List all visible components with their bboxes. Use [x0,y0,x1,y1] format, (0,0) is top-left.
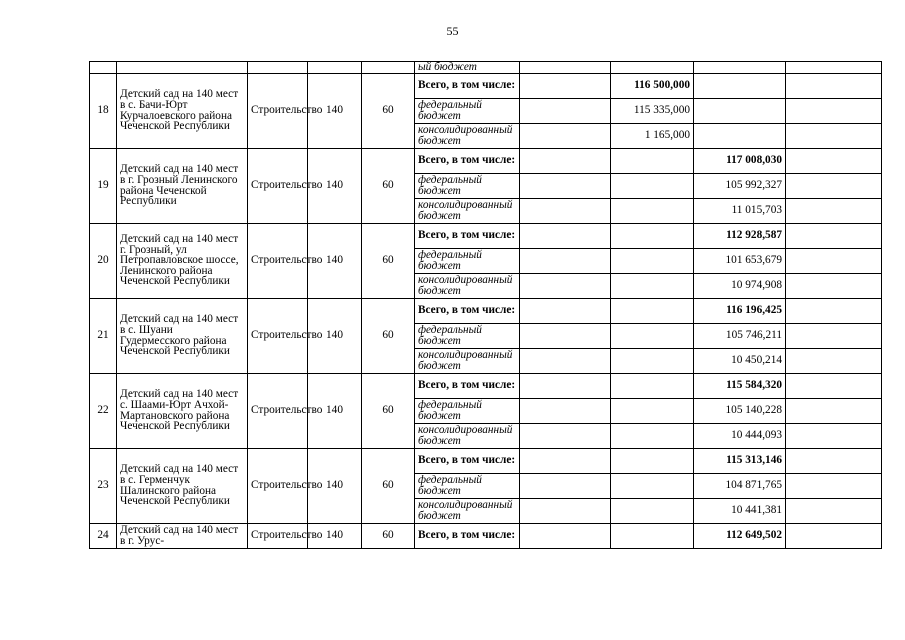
empty-cell [520,373,611,398]
funding-source: федеральный бюджет [415,473,520,498]
empty-cell [786,473,882,498]
empty-cell [786,373,882,398]
amount-cell: 105 992,327 [694,173,786,198]
empty-cell [520,223,611,248]
empty-cell [786,73,882,98]
empty-cell [117,62,248,74]
work-type: Строительство [248,148,308,223]
funding-source: Всего, в том числе: [415,373,520,398]
empty-cell [786,523,882,548]
amount-cell: 10 444,093 [694,423,786,448]
funding-source: Всего, в том числе: [415,448,520,473]
funding-source: Всего, в том числе: [415,298,520,323]
amount-cell: 104 871,765 [694,473,786,498]
capacity-places: 140 [308,448,362,523]
funding-source: федеральный бюджет [415,248,520,273]
amount-cell [694,123,786,148]
table-row [90,62,882,74]
empty-cell [786,498,882,523]
amount-cell [611,248,694,273]
amount-cell [611,373,694,398]
row-number: 24 [90,523,117,548]
empty-cell [786,423,882,448]
empty-cell [611,62,694,74]
funding-source: консолидированный бюджет [415,198,520,223]
page-number: 55 [446,24,459,38]
empty-cell [786,348,882,373]
amount-cell [611,523,694,548]
amount-cell [611,223,694,248]
funding-source: Всего, в том числе: [415,148,520,173]
amount-cell [694,98,786,123]
funding-source: консолидированный бюджет [415,498,520,523]
funding-source: Всего, в том числе: [415,223,520,248]
work-type: Строительство [248,73,308,148]
empty-cell [786,198,882,223]
empty-cell [308,62,362,74]
amount-cell: 11 015,703 [694,198,786,223]
empty-cell [520,173,611,198]
empty-cell [786,173,882,198]
object-name: Детский сад на 140 мест в с. Герменчук Шалинского района Чеченской Республики [117,448,248,523]
table-row [90,373,882,398]
empty-cell [520,473,611,498]
amount-cell: 10 450,214 [694,348,786,373]
funding-source: консолидированный бюджет [415,123,520,148]
funding-source: федеральный бюджет [415,98,520,123]
amount-cell: 116 500,000 [611,73,694,98]
empty-cell [520,198,611,223]
capacity-places: 140 [308,373,362,448]
amount-cell [611,298,694,323]
amount-cell: 117 008,030 [694,148,786,173]
amount-cell: 112 649,502 [694,523,786,548]
row-number: 18 [90,73,117,148]
amount-cell: 115 335,000 [611,98,694,123]
empty-cell [520,62,611,74]
empty-cell [362,62,415,74]
amount-cell: 105 746,211 [694,323,786,348]
table-row [90,523,882,548]
empty-cell [786,273,882,298]
amount-cell [611,423,694,448]
empty-cell [786,323,882,348]
empty-cell [520,298,611,323]
capacity-places: 140 [308,523,362,548]
capacity-value: 60 [362,73,415,148]
amount-cell: 10 441,381 [694,498,786,523]
amount-cell: 105 140,228 [694,398,786,423]
funding-source: Всего, в том числе: [415,523,520,548]
table-row [90,298,882,323]
work-type: Строительство [248,373,308,448]
row-number: 19 [90,148,117,223]
empty-cell [520,498,611,523]
work-type: Строительство [248,223,308,298]
empty-cell [520,348,611,373]
row-number: 21 [90,298,117,373]
funding-source: федеральный бюджет [415,398,520,423]
object-name: Детский сад на 140 мест в г. Урус- [117,523,248,548]
work-type: Строительство [248,448,308,523]
empty-cell [520,98,611,123]
row-number: 23 [90,448,117,523]
funding-source: консолидированный бюджет [415,273,520,298]
empty-cell [90,62,117,74]
table-row [90,448,882,473]
empty-cell [786,223,882,248]
object-name: Детский сад на 140 мест в с. Шуани Гудермесского района Чеченской Республики [117,298,248,373]
budget-table [89,61,882,549]
object-name: Детский сад на 140 мест г. Грозный, ул Петропавловское шоссе, Ленинского района Чеченской Республики [117,223,248,298]
empty-cell [694,62,786,74]
empty-cell [520,323,611,348]
table-row [90,223,882,248]
empty-cell [520,148,611,173]
amount-cell [611,498,694,523]
funding-source: Всего, в том числе: [415,73,520,98]
empty-cell [520,273,611,298]
empty-cell [786,62,882,74]
empty-cell [786,98,882,123]
empty-cell [786,398,882,423]
capacity-places: 140 [308,223,362,298]
capacity-value: 60 [362,298,415,373]
amount-cell [611,473,694,498]
object-name: Детский сад на 140 мест с. Шаами-Юрт Ачхой-Мартановского района Чеченской Республики [117,373,248,448]
amount-cell: 116 196,425 [694,298,786,323]
empty-cell [786,148,882,173]
amount-cell [611,323,694,348]
amount-cell [611,448,694,473]
funding-source: федеральный бюджет [415,173,520,198]
table-row [90,73,882,98]
object-name: Детский сад на 140 мест в г. Грозный Ленинского района Чеченской Республики [117,148,248,223]
empty-cell [520,248,611,273]
capacity-value: 60 [362,223,415,298]
capacity-places: 140 [308,148,362,223]
empty-cell [786,298,882,323]
empty-cell [520,73,611,98]
amount-cell [694,73,786,98]
empty-cell [520,123,611,148]
empty-cell [248,62,308,74]
amount-cell: 115 313,146 [694,448,786,473]
empty-cell [520,523,611,548]
row-number: 20 [90,223,117,298]
row-number: 22 [90,373,117,448]
empty-cell [520,423,611,448]
capacity-value: 60 [362,148,415,223]
amount-cell [611,173,694,198]
amount-cell: 115 584,320 [694,373,786,398]
empty-cell [520,448,611,473]
capacity-places: 140 [308,298,362,373]
amount-cell [611,348,694,373]
amount-cell: 10 974,908 [694,273,786,298]
amount-cell: 112 928,587 [694,223,786,248]
funding-source: консолидированный бюджет [415,423,520,448]
amount-cell [611,198,694,223]
work-type: Строительство [248,523,308,548]
empty-cell [786,248,882,273]
amount-cell [611,398,694,423]
capacity-places: 140 [308,73,362,148]
amount-cell: 101 653,679 [694,248,786,273]
capacity-value: 60 [362,523,415,548]
funding-source: ый бюджет [415,62,520,74]
empty-cell [786,448,882,473]
object-name: Детский сад на 140 мест в с. Бачи-Юрт Курчалоевского района Чеченской Республики [117,73,248,148]
amount-cell: 1 165,000 [611,123,694,148]
work-type: Строительство [248,298,308,373]
table-row [90,148,882,173]
capacity-value: 60 [362,373,415,448]
funding-source: консолидированный бюджет [415,348,520,373]
funding-source: федеральный бюджет [415,323,520,348]
capacity-value: 60 [362,448,415,523]
amount-cell [611,273,694,298]
amount-cell [611,148,694,173]
empty-cell [786,123,882,148]
empty-cell [520,398,611,423]
